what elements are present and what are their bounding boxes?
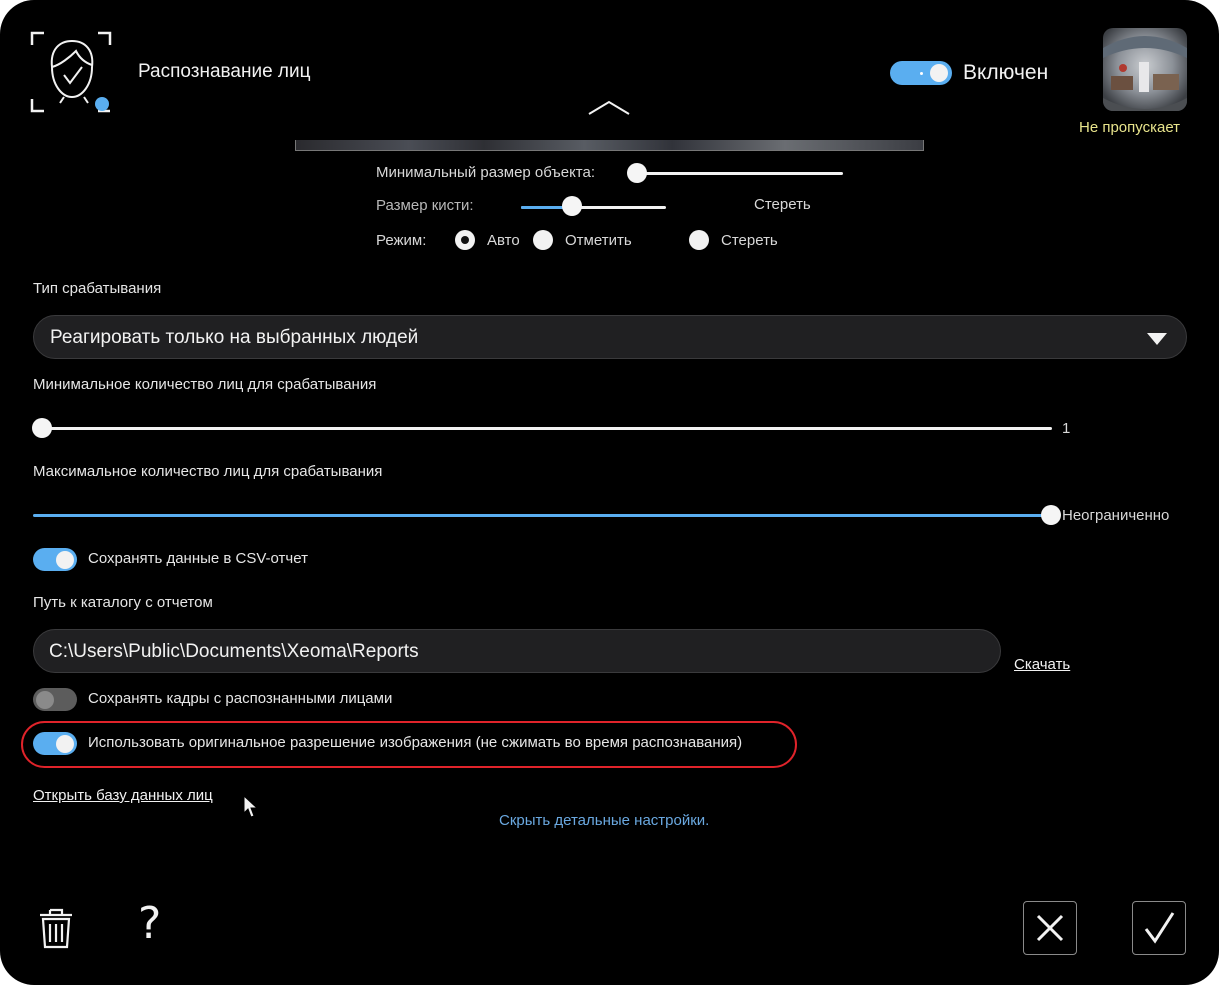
trash-icon[interactable] xyxy=(37,906,75,950)
cancel-button[interactable] xyxy=(1023,901,1077,955)
report-path-label: Путь к каталогу с отчетом xyxy=(33,594,213,611)
mode-mark-label[interactable]: Отметить xyxy=(565,232,632,249)
close-icon xyxy=(1024,902,1076,954)
mouse-cursor xyxy=(243,795,259,824)
report-path-value: C:\Users\Public\Documents\Xeoma\Reports xyxy=(49,641,419,662)
erase-all-button[interactable]: Стереть xyxy=(754,196,811,213)
max-faces-slider[interactable] xyxy=(1041,505,1061,525)
mode-mark-radio[interactable] xyxy=(533,230,553,250)
camera-thumbnail[interactable] xyxy=(1103,28,1187,111)
enabled-toggle[interactable] xyxy=(890,61,952,85)
download-link[interactable]: Скачать xyxy=(1014,656,1071,673)
face-recognition-icon xyxy=(30,31,112,113)
save-frames-toggle[interactable] xyxy=(33,688,77,711)
report-path-input[interactable] xyxy=(33,629,1001,673)
check-icon xyxy=(1133,902,1185,954)
trigger-type-select[interactable] xyxy=(33,315,1187,359)
max-faces-label: Максимальное количество лиц для срабатывания xyxy=(33,463,383,480)
original-resolution-toggle[interactable] xyxy=(33,732,77,755)
enabled-label: Включен xyxy=(963,61,1049,84)
save-frames-label: Сохранять кадры с распознанными лицами xyxy=(88,690,393,707)
brush-size-label: Размер кисти: xyxy=(376,197,474,214)
brush-size-slider[interactable] xyxy=(562,196,582,216)
mode-auto-label[interactable]: Авто xyxy=(487,232,520,249)
min-faces-label: Минимальное количество лиц для срабатывания xyxy=(33,376,377,393)
trigger-type-value: Реагировать только на выбранных людей xyxy=(50,327,419,348)
question-icon[interactable]: ? xyxy=(138,898,162,949)
open-face-db-link[interactable]: Открыть базу данных лиц xyxy=(33,787,213,804)
save-csv-label: Сохранять данные в CSV-отчет xyxy=(88,550,308,567)
mode-label: Режим: xyxy=(376,232,427,249)
min-faces-track[interactable] xyxy=(42,427,1052,430)
min-object-size-track[interactable] xyxy=(637,172,843,175)
min-faces-value: 1 xyxy=(1062,420,1071,437)
mode-auto-radio[interactable] xyxy=(455,230,475,250)
chevron-up-icon[interactable] xyxy=(585,96,633,122)
mode-erase-radio[interactable] xyxy=(689,230,709,250)
min-object-size-slider[interactable] xyxy=(627,163,647,183)
hide-details-link[interactable]: Скрыть детальные настройки. xyxy=(499,812,710,829)
min-faces-slider[interactable] xyxy=(32,418,52,438)
mode-erase-label[interactable]: Стереть xyxy=(721,232,778,249)
max-faces-track[interactable] xyxy=(33,514,1051,517)
save-csv-toggle[interactable] xyxy=(33,548,77,571)
chevron-down-icon[interactable] xyxy=(1146,332,1168,346)
dialog-title: Распознавание лиц xyxy=(138,61,311,82)
trigger-type-label: Тип срабатывания xyxy=(33,280,162,297)
original-resolution-label: Использовать оригинальное разрешение изображения (не сжимать во время распознавания) xyxy=(88,734,743,751)
confirm-button[interactable] xyxy=(1132,901,1186,955)
camera-preview[interactable] xyxy=(295,140,924,151)
min-object-size-label: Минимальный размер объекта: xyxy=(376,164,596,181)
max-faces-value: Неограниченно xyxy=(1062,507,1170,524)
camera-status: Не пропускает xyxy=(1079,119,1181,136)
